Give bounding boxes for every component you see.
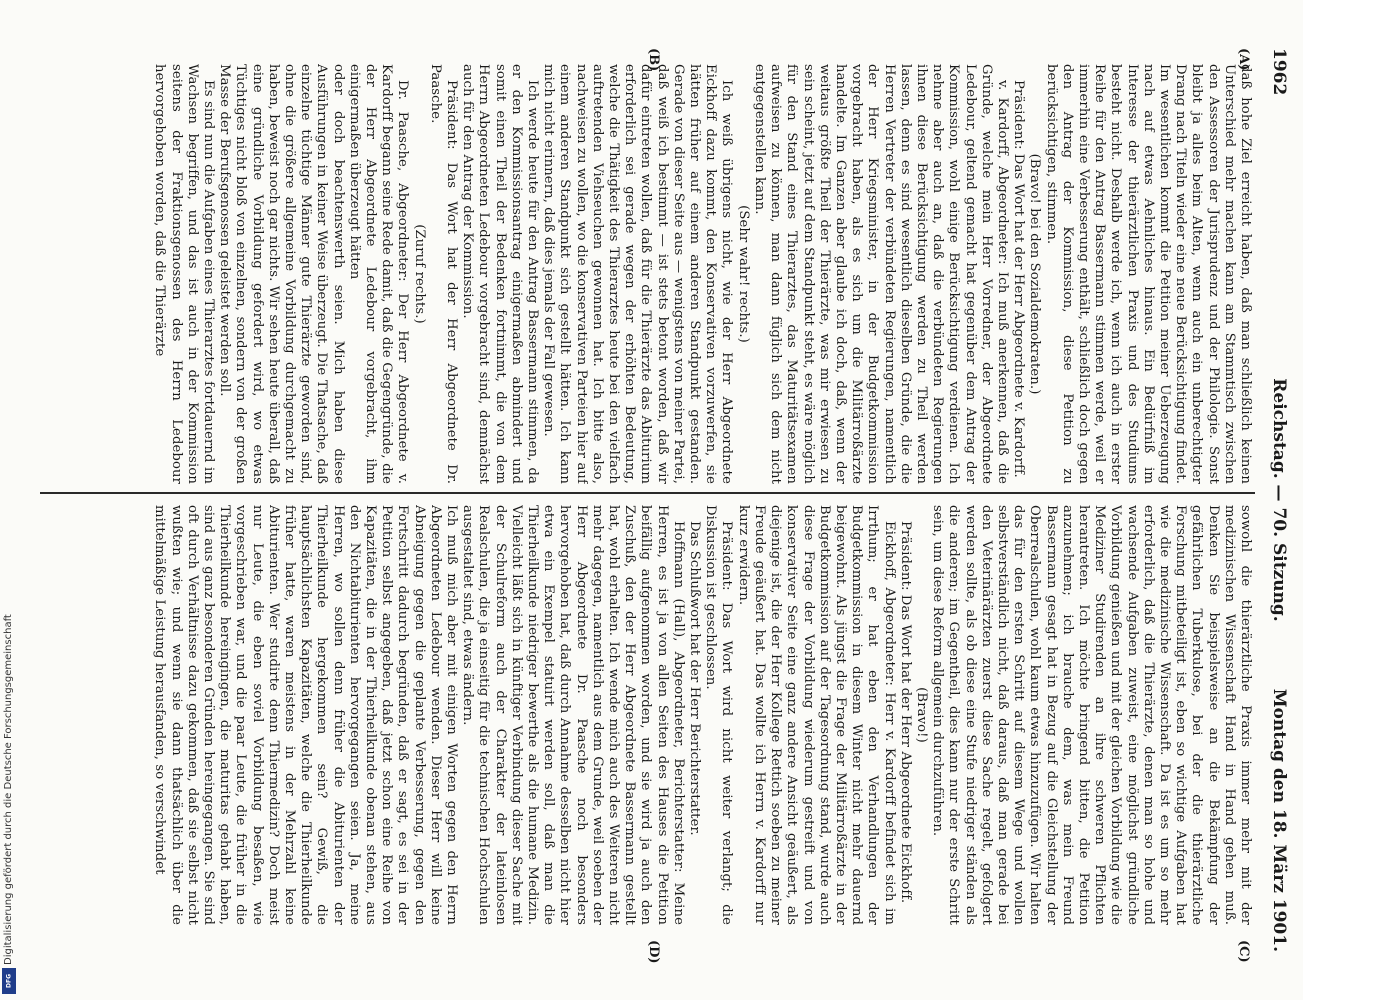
paragraph: (Bravo! bei den Sozialdemokraten.)	[1027, 153, 1043, 395]
paragraph: Ich weiß übrigens nicht, wie der Herr Abgeordnete Eickhoff dazu kommt, den Konservativen vorzuwerfen, sie hätten früher auf einem anderen Standpunkt gestanden. Gerade von dieser Seite aus — wenigstens von meiner Partei, daß weiß ich bestimmt — ist stets betont worden, daß wir dafür eintreten wollen, daß für die Thierärzte das Abiturium erforderlich sei gerade wegen der erhöhten Bedeutung, welche die Thätigkeit des Thierarztes heute bei den vielfach auftretenden Viehseuchen gewonnen hat. Ich bitte also, nachweisen zu wollen, wo die konservativen Parteien hier auf einem anderen Standpunkt sich gestellt hätten. Ich kann mich nicht erinnern, daß dies jemals der Fall gewesen.	[541, 64, 735, 484]
margin-marker-b: (B)	[646, 48, 661, 72]
paragraph: Hoffmann (Hall), Abgeordneter, Berichterstatter: Meine Herren, es ist ja von allen Seiten des Hauses die Petition beifällig aufgenommen worden, und sie wird ja auch den Zuschuß, den der Herr Abgeordnete Bassermann gestellt hat, wohl erhalten. Ich wende mich auch des Weiteren nicht mehr dagegen, namentlich aus dem Grunde, weil soeben der Herr Abgeordnete Dr. Paasche noch besonders hervorgehoben hat, daß durch Annahme desselben nicht hier etwa ein Exempel statuirt werden soll, daß man die Thierheilkunde niedriger bewerthe als die humane Medizin. Vielleicht läßt sich in künftiger Verbindung dieser Sache mit der Schulreform auch der Charakter der lateinlosen Realschulen, die ja einseitig für die technischen Hochschulen ausgestaltet sind, etwas ändern.	[460, 505, 686, 925]
paragraph: Präsident: Das Wort wird nicht weiter verlangt; die Diskussion ist geschlossen.	[703, 505, 735, 925]
paragraph: (Bravo!)	[913, 687, 929, 743]
paragraph: Ich werde heute für den Antrag Bassermann stimmen, da er den Kommissionsantrag einigermaßen abmindert und somit einen Theil der Bedenken fortnimmt, die von dem Herrn Abgeordneten Ledebour vorgebracht sind, demnächst auch für den Antrag der Kommission.	[460, 64, 541, 484]
paragraph: Präsident: Das Wort hat der Herr Abgeordnete v. Kardorff.	[1011, 80, 1027, 478]
paragraph: Präsident: Das Wort hat der Herr Abgeordnete Eickhoff.	[897, 521, 913, 904]
paragraph: Ich muß mich aber mit einigen Worten gegen den Herrn Abgeordneten Ledebour wenden. Dieser Herr will keine Abneigung gegen die geplante Verbesserung, gegen den Fortschritt dadurch begründen, daß er sagt, es sei in der Petition selbst angegeben, daß jetzt schon eine Reihe von Kapazitäten, die in der Thierheilkunde obenan stehen, aus den Nichtabiturienten hervorgegangen seien. Ja, meine Herren, wo sollen denn früher die Abiturienten der Thierheilkunde hergekommen sein? Gewiß, die hauptsächlichsten Kapazitäten, welche die Thierheilkunde früher hatte, waren meistens in der Mehrzahl keine Abiturienten. Wer studirte denn Thiermedizin? Doch meist nur Leute, die eben soviel Vorbildung besaßen, wie vorgeschrieben war, und die paar Leute, die früher in die Thierheilkunde hereingingen, die maturitas gehabt haben, sind aus ganz besonderen Gründen hereingegangen. Sie sind oft durch Verhältnisse dazu gekommen, daß sie selbst nicht wußten wie; und wenn sie dann thatsächlich über die mittelmäßige Leistung herausfanden, so verschwindet	[152, 505, 460, 925]
left-text-column	[40, 64, 1253, 484]
session-date: Montag den 18. März 1901.	[1269, 688, 1289, 952]
paragraph: daß hohe Ziel erreicht haben, daß man schließlich keinen Unterschied mehr machen kann am Stammtisch zwischen den Assessoren der Jurisprudenz und der Philologie. Sonst bleibt ja alles beim Alten, wenn auch ein unberechtigter Drang nach Titeln wieder eine neue Berücksichtigung findet. Im wesentlichen kommt die Petition meiner Ueberzeugung nach auf etwas Aehnliches hinaus. Ein Bedürfniß im Interesse der thierärztlichen Praxis und des Studiums besteht nicht. Deshalb werde ich, wenn ich auch in erster Reihe für den Antrag Bassermann stimmen werde, weil er immerhin eine Verbesserung enthält, schließlich doch gegen den Antrag der Kommission, diese Petition zu berücksichtigen, stimmen.	[1043, 64, 1253, 484]
paragraph: Eickhoff, Abgeordneter: Herr v. Kardorff befindet sich im Irrthum; er hat eben den Verhandlungen der Budgetkommission in diesem Winter nicht mehr dauernd beigewohnt. Als jüngst die Frage der Militärroßärzte in der Budgetkommission auf der Tagesordnung stand, wurde auch diese Frage der Vorbildung wiederum gestreift und von konservativer Seite eine ganz andere Ansicht geäußert, als diejenige ist, die der Herr Kollege Rettich soeben zu meiner Freude geäußert hat. Das wollte ich Herrn v. Kardorff nur kurz erwidern.	[735, 505, 897, 925]
margin-marker-a: (A)	[1236, 48, 1251, 71]
funding-credit: Digitalisierung gefördert durch die Deutsche Forschungsgemeinschaft	[3, 614, 14, 965]
paragraph: Das Schlußwort hat der Herr Berichterstatter.	[687, 521, 703, 836]
dfg-logo: DFG	[2, 968, 16, 994]
paragraph: Präsident: Das Wort hat der Herr Abgeordnete Dr. Paasche.	[427, 64, 460, 484]
right-text-column	[40, 505, 1253, 925]
digitization-footer	[0, 0, 18, 1000]
paragraph: (Sehr wahr! rechts.)	[735, 205, 751, 343]
margin-marker-c: (C)	[1236, 940, 1251, 963]
page-header	[1263, 48, 1289, 952]
paragraph: oder doch beachtenswerth seien. Mich haben diese Ausführungen in keiner Weise überzeugt. Die Thatsache, daß einzelne tüchtige Männer gute Thierärzte geworden sind, ohne die größere allgemeine Vorbildung durchgemacht zu haben, beweist noch gar nichts. Wir sehen heute überall, daß eine gründliche Vorbildung gefordert wird, wo etwas Tüchtiges nicht bloß von einzelnen, sondern von der großen Masse der Berufsgenossen geleistet werden soll.	[217, 64, 346, 484]
paragraph: (Zuruf rechts.)	[411, 224, 427, 324]
paragraph: Dr. Paasche, Abgeordneter: Der Herr Abgeordnete v. Kardorff begann seine Rede damit, daß die Gegengründe, die der Herr Abgeordnete Ledebour vorgebracht, ihm einigermaßen überzeugt hätten	[346, 64, 411, 484]
paragraph: v. Kardorff, Abgeordneter: Ich muß anerkennen, daß die Gründe, welche mein Herr Vorredner, der Abgeordnete Ledebour, geltend gemacht hat gegenüber dem Antrag der Kommission, wohl einige Berücksichtigung verdienen. Ich nehme aber auch an, daß die verbündeten Regierungen ihnen diese Berücksichtigung werden zu Theil werden lassen, denn es sind wesentlich dieselben Gründe, die die Herren Vertreter der verbündeten Regierungen, namentlich der Herr Kriegsminister, in der Budgetkommission vorgebracht haben, als es sich um die Militärroßärzte handelte. Im Ganzen aber glaube ich doch, daß, wenn der weitaus größte Theil der Thierärzte, was mir erwiesen zu sein scheint, jetzt auf dem Standpunkt steht, es wäre möglich für den Stand eines Thierarztes, das Maturitätsexamen aufweisen zu können, man dann füglich sich dem nicht entgegenstellen kann.	[751, 64, 1010, 484]
paragraph: sowohl die thierärztliche Praxis immer mehr mit der medizinischen Wissenschaft Hand in Hand gehen muß. Denken Sie beispielsweise an die Bekämpfung der gefährlichen Tuberkulose, bei der die thierärztliche Forschung mitbeteiligt ist, eben so wichtige Aufgaben hat wie die medizinische Wissenschaft. Da ist es um so mehr erforderlich, daß die Thierärzte, denen man so hohe und wachsende Aufgaben zuweist, eine möglichst gründliche Vorbildung genießen und mit der gleichen Vorbildung wie die Mediziner Studirenden an ihre schweren Pflichten herantreten. Ich möchte bringend bitten, die Petition anzunehmen; ich brauche dem, was mein Freund Bassermann gesagt hat in Bezug auf die Gleichstellung der Oberrealschulen, wohl kaum etwas hinzuzufügen. Wir halten das für den ersten Schritt auf diesem Wege und wollen selbstverständlich nicht, daß daraus, daß man gerade bei den Veterinärärzten zuerst diese Sache regelt, gefolgert werden sollte, als ob diese eine Stufe niedriger ständen als die anderen; im Gegentheil, dies kann nur der erste Schritt sein, um diese Reform allgemein durchzuführen.	[930, 505, 1253, 925]
paragraph: Es sind nun die Aufgaben eines Thierarztes fortdauernd im Wachsen begriffen, und das ist auch in der Kommission seitens der Fraktionsgenossen des Herrn Ledebour hervorgehoben worden, daß die Thierärzte	[152, 64, 216, 484]
page-title: Reichstag. — 70. Sitzung.	[1269, 378, 1289, 622]
column-divider	[40, 492, 1255, 494]
page-number: 1962	[1269, 48, 1289, 96]
margin-marker-d: (D)	[646, 940, 661, 964]
